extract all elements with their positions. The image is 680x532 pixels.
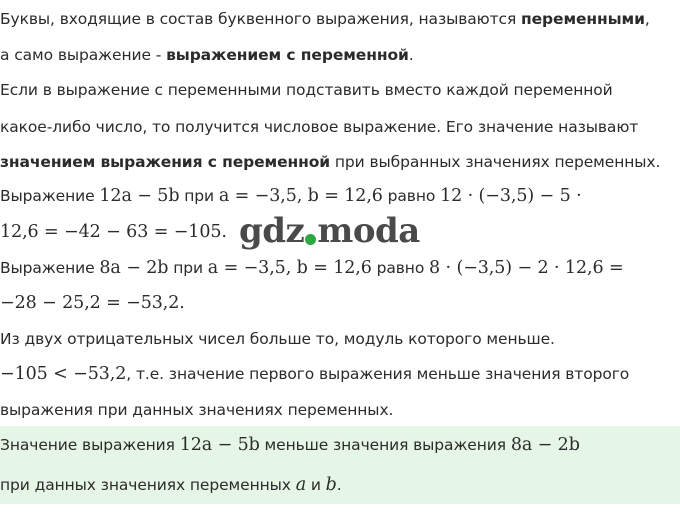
definition-text: Буквы, входящие в состав буквенного выражения, называются (0, 10, 522, 28)
comparison-line-2: выражения при данных значениях переменных. (0, 401, 394, 419)
example1-line-1 (0, 185, 582, 207)
label-expression: Выражение (0, 187, 100, 205)
math-calculation-result: 12,6 = −42 − 63 = −105. (0, 222, 227, 242)
definition-line-1 (0, 8, 650, 30)
example1-line-2 (0, 221, 227, 243)
watermark-text-right: moda (317, 211, 420, 251)
math-inequality: −105 < −53,2 (0, 364, 127, 384)
math-expression-1: 12a − 5b (179, 435, 260, 455)
term-expression-with-variable: выражением с переменной (166, 46, 409, 64)
answer-text: при данных значениях переменных (0, 476, 296, 494)
definition2-line-1: Если в выражение с переменными подставить вместо каждой переменной (0, 81, 613, 99)
answer-conjunction: и (306, 476, 326, 494)
label-equals: равно (371, 259, 430, 277)
answer-line-1 (0, 434, 580, 456)
math-expression-1: 12a − 5b (99, 186, 180, 206)
definition2-line-3 (0, 151, 660, 173)
answer-text: меньше значения выражения (259, 436, 511, 454)
label-at: при (179, 187, 219, 205)
label-equals: равно (382, 187, 441, 205)
math-values: a = −3,5, b = 12,6 (218, 186, 383, 206)
label-expression: Выражение (0, 259, 100, 277)
comparison-line-1 (0, 363, 629, 385)
punctuation: . (336, 476, 342, 494)
math-calculation: 12 · (−3,5) − 5 · (440, 186, 582, 206)
comparison-rule: Из двух отрицательных чисел больше то, модуль которого меньше. (0, 330, 555, 348)
watermark-text-left: gdz (239, 211, 305, 251)
math-variable-b: b (325, 475, 337, 495)
definition-text: а само выражение - (0, 46, 167, 64)
watermark-logo (239, 212, 420, 250)
comparison-text: , т.е. значение первого выражения меньше значения второго (126, 365, 630, 383)
math-variable-a: a (295, 475, 307, 495)
math-calculation-result: −28 − 25,2 = −53,2. (0, 293, 185, 313)
math-expression-2: 8a − 2b (510, 435, 580, 455)
watermark-dot-icon (305, 234, 316, 245)
term-value-of-expression: значением выражения с переменной (0, 153, 331, 171)
definition-text: при выбранных значениях переменных. (330, 153, 661, 171)
punctuation: , (644, 10, 650, 28)
answer-text: Значение выражения (0, 436, 180, 454)
label-at: при (168, 259, 208, 277)
definition-line-2 (0, 44, 414, 66)
math-values: a = −3,5, b = 12,6 (207, 258, 372, 278)
definition2-line-2: какое-либо число, то получится числовое выражение. Его значение называют (0, 118, 639, 136)
answer-line-2 (0, 474, 342, 496)
math-calculation: 8 · (−3,5) − 2 · 12,6 = (429, 258, 624, 278)
punctuation: . (408, 46, 414, 64)
example2-line-2 (0, 292, 185, 314)
example2-line-1 (0, 257, 624, 279)
math-expression-2: 8a − 2b (99, 258, 169, 278)
term-variables: переменными (521, 10, 645, 28)
